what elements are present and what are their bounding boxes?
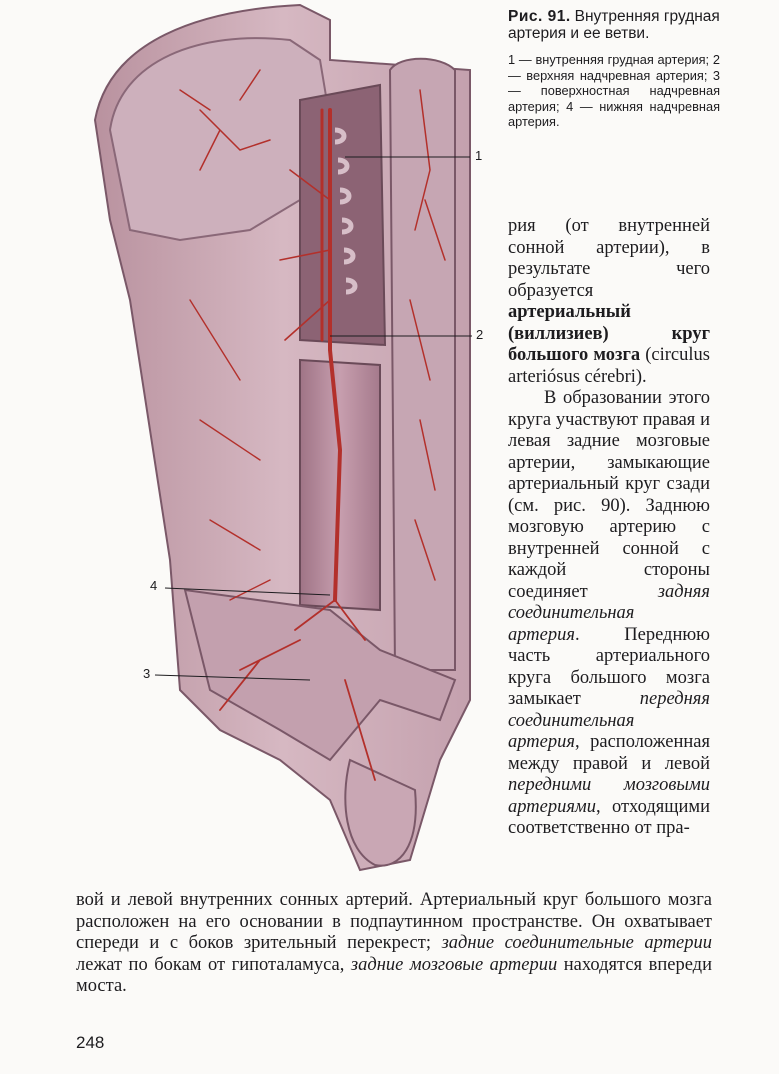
bottom-paragraph xyxy=(76,890,712,998)
text-run: . Переднюю часть артериального круга большого мозга замыкает xyxy=(508,624,710,709)
italic-term: передняя соединительная артерия xyxy=(508,689,710,752)
side-paragraph-2 xyxy=(508,388,710,840)
text-run: (circulus arteriósus cérebri). xyxy=(508,345,710,387)
rectus-band-right xyxy=(390,59,455,670)
caption-title-text: Внутренняя грудная артерия и ее ветви. xyxy=(508,8,720,42)
text-run: рия (от внутренней сонной артерии), в результате чего образуется xyxy=(508,216,710,301)
label-1: 1 xyxy=(475,148,483,163)
caption-title xyxy=(508,8,720,42)
italic-term: задние соединительные артерии xyxy=(441,933,713,953)
italic-term: задняя соединительная артерия xyxy=(508,581,710,645)
label-3: 3 xyxy=(143,666,151,681)
bottom-paragraph-text xyxy=(76,890,712,998)
side-text-column xyxy=(508,216,710,840)
italic-term: задние мозговые артерии xyxy=(350,954,558,975)
rectus-sheath xyxy=(300,85,385,345)
caption-label: Рис. 91. xyxy=(508,8,571,25)
figure-caption xyxy=(508,8,720,130)
bold-term: артериальный (виллизиев) круг большого мозга xyxy=(508,302,710,365)
caption-legend: 1 — внутренняя грудная артерия; 2 — верхняя надчревная артерия; 3 — поверхностная надчревная артерия; 4 — нижняя надчревная артерия. xyxy=(508,52,720,129)
text-run: вой и левой внутренних сонных артерий. Артериальный круг большого мозга расположен на его основании в подпаутинном пространстве. Он охватывает спереди и с боков зрительный перекрест; xyxy=(76,890,712,953)
label-4: 4 xyxy=(150,578,158,593)
side-paragraph-1 xyxy=(508,216,710,388)
text-run: находятся впереди моста. xyxy=(76,954,712,996)
label-2: 2 xyxy=(476,327,484,342)
text-run: лежат по бокам от гипоталамуса, xyxy=(76,954,351,975)
page-number: 248 xyxy=(76,1033,105,1052)
text-run: , расположенная между правой и левой xyxy=(508,732,710,774)
text-run: , отходящими соответственно от пра- xyxy=(508,796,710,838)
text-run: В образовании этого круга участвуют правая и левая задние мозговые артерии, замыкающие артериальный круг сзади (см. рис. 90). Заднюю мозговую артерию с внутренней сонной с каждой стороны соединяет xyxy=(508,388,710,602)
italic-term: передними мозговыми артериями xyxy=(508,775,710,817)
